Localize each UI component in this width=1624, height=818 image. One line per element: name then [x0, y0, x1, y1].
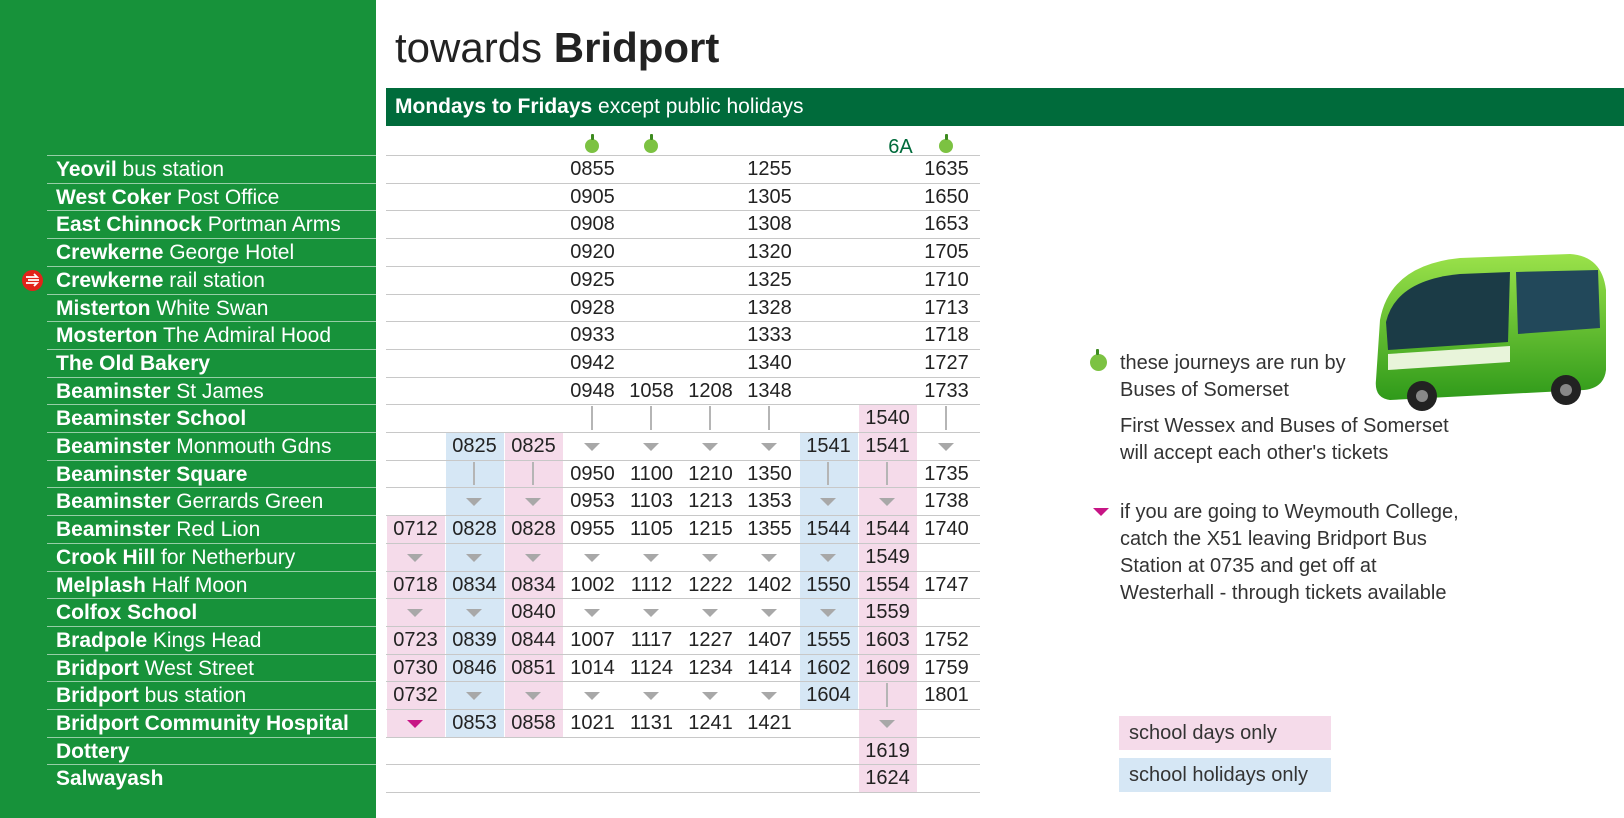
stop-name-bold: Bridport Community Hospital — [56, 712, 349, 735]
continues-arrow-icon — [702, 443, 718, 451]
departure-time: 1705 — [924, 241, 969, 264]
stop-name-bold: Dottery — [56, 739, 130, 763]
departure-time: 0828 — [452, 518, 497, 541]
stop-row — [47, 238, 376, 266]
departure-time: 1208 — [688, 379, 733, 402]
does-not-stop-line — [886, 462, 888, 486]
continues-arrow-icon — [938, 443, 954, 451]
apple-note-line4: will accept each other's tickets — [1120, 442, 1389, 464]
apple-icon — [585, 139, 599, 153]
continues-arrow-icon — [761, 443, 777, 451]
stop-name-bold: Crewkerne — [56, 241, 164, 265]
departure-time: 1718 — [924, 324, 969, 347]
bus-image — [1370, 250, 1610, 415]
row-divider — [386, 294, 980, 295]
does-not-stop-line — [768, 406, 770, 430]
departure-time: 1241 — [688, 712, 733, 734]
departure-time: 0825 — [452, 435, 497, 457]
continues-arrow-icon — [702, 609, 718, 617]
stop-name-detail: West Street — [138, 656, 254, 680]
departure-time: 1117 — [630, 628, 673, 651]
stop-row — [47, 571, 376, 599]
departure-time: 1112 — [630, 573, 673, 596]
departure-time: 0853 — [452, 712, 497, 734]
stop-name-bold: Misterton — [56, 296, 151, 320]
stop-name-bold: Bridport — [56, 656, 139, 680]
continues-arrow-icon — [584, 554, 600, 562]
stop-row — [47, 598, 376, 626]
triangle-note-line4: Westerhall - through tickets available — [1120, 582, 1447, 604]
continues-arrow-icon — [525, 554, 541, 562]
stop-name-detail: bus station — [138, 684, 247, 708]
continues-arrow-icon — [879, 720, 895, 728]
magenta-triangle-icon — [407, 720, 423, 728]
stop-row — [47, 155, 376, 183]
continues-arrow-icon — [761, 692, 777, 700]
continues-arrow-icon — [584, 692, 600, 700]
route-number-6a: 6A — [888, 136, 913, 158]
departure-time: 1002 — [570, 573, 615, 596]
departure-time: 1355 — [747, 518, 792, 541]
departure-time: 1635 — [924, 158, 969, 180]
departure-time: 1554 — [865, 573, 910, 596]
triangle-note-line2: catch the X51 leaving Bridport Bus — [1120, 528, 1427, 550]
stop-row — [47, 709, 376, 737]
stop-row — [47, 210, 376, 238]
departure-time: 1540 — [865, 407, 910, 430]
stop-name-detail: Kings Head — [147, 628, 262, 652]
continues-arrow-icon — [702, 692, 718, 700]
departure-time: 0828 — [511, 518, 556, 541]
departure-time: 0942 — [570, 351, 615, 374]
stop-name-bold: East Chinnock — [56, 213, 202, 237]
departure-time: 1650 — [924, 185, 969, 208]
does-not-stop-line — [473, 462, 475, 486]
departure-time: 1752 — [924, 628, 969, 651]
continues-arrow-icon — [643, 443, 659, 451]
band-days: Mondays to Fridays — [395, 95, 593, 118]
apple-note-line1: these journeys are run by — [1120, 352, 1346, 374]
departure-time: 1653 — [924, 213, 969, 236]
departure-time: 1105 — [629, 518, 673, 541]
departure-time: 1353 — [747, 490, 792, 513]
title-destination: Bridport — [553, 24, 720, 71]
departure-time: 1603 — [865, 628, 910, 651]
departure-time: 1014 — [570, 656, 615, 679]
departure-time: 0933 — [570, 324, 615, 347]
continues-arrow-icon — [820, 498, 836, 506]
stop-name-bold: Beaminster — [56, 518, 171, 542]
departure-time: 0920 — [570, 241, 615, 264]
continues-arrow-icon — [525, 692, 541, 700]
departure-time: 1215 — [688, 518, 733, 541]
stop-name-detail: Post Office — [171, 185, 280, 209]
continues-arrow-icon — [643, 692, 659, 700]
row-divider — [386, 349, 980, 350]
legend-school-holidays-label: school holidays only — [1129, 764, 1308, 786]
stop-row — [47, 404, 376, 432]
stop-row — [47, 515, 376, 543]
departure-time: 1414 — [747, 656, 792, 679]
departure-time: 1402 — [747, 573, 792, 596]
departure-time: 1021 — [570, 712, 615, 734]
stop-name-bold: Crewkerne — [56, 268, 164, 292]
national-rail-icon — [22, 270, 43, 291]
row-divider — [386, 183, 980, 184]
departure-time: 1713 — [924, 296, 969, 319]
stop-row — [47, 349, 376, 377]
stop-name-detail: Half Moon — [145, 573, 248, 597]
departure-time: 1759 — [924, 656, 969, 679]
departure-time: 0928 — [570, 296, 615, 319]
legend-school-holidays — [1119, 758, 1331, 792]
departure-time: 1740 — [924, 518, 969, 541]
row-divider — [386, 238, 980, 239]
departure-time: 1227 — [688, 628, 733, 651]
continues-arrow-icon — [820, 609, 836, 617]
continues-arrow-icon — [584, 443, 600, 451]
stop-name-bold: Mosterton — [56, 324, 158, 348]
departure-time: 1602 — [806, 656, 851, 679]
departure-time: 1541 — [806, 435, 851, 457]
does-not-stop-line — [827, 462, 829, 486]
departure-time: 0839 — [452, 628, 497, 651]
departure-time: 1550 — [806, 573, 851, 596]
departure-time: 0851 — [511, 656, 556, 679]
departure-time: 0925 — [570, 268, 615, 291]
departure-time: 1305 — [747, 185, 792, 208]
departure-time: 1624 — [865, 767, 910, 790]
stop-row — [47, 321, 376, 349]
departure-time: 1100 — [629, 462, 673, 485]
continues-arrow-icon — [466, 609, 482, 617]
departure-time: 1222 — [688, 573, 733, 596]
stop-row — [47, 183, 376, 211]
continues-arrow-icon — [820, 554, 836, 562]
does-not-stop-line — [709, 406, 711, 430]
departure-time: 1234 — [688, 656, 733, 679]
departure-time: 1801 — [924, 684, 969, 707]
departure-time: 1604 — [806, 684, 851, 707]
departure-time: 1407 — [747, 628, 792, 651]
continues-arrow-icon — [407, 554, 423, 562]
continues-arrow-icon — [761, 554, 777, 562]
stop-name-detail: bus station — [116, 158, 225, 181]
departure-time: 1735 — [924, 462, 969, 485]
stop-name-bold: Bridport — [56, 684, 139, 708]
departure-time: 1541 — [865, 435, 910, 457]
stop-row — [47, 266, 376, 294]
stop-name-bold: Beaminster — [56, 379, 171, 403]
continues-arrow-icon — [761, 609, 777, 617]
departure-time: 1544 — [806, 518, 851, 541]
stop-name-detail: for Netherbury — [155, 545, 296, 569]
day-band — [386, 88, 1624, 126]
departure-time: 1350 — [747, 462, 792, 485]
stop-row — [47, 432, 376, 460]
does-not-stop-line — [886, 683, 888, 707]
continues-arrow-icon — [879, 498, 895, 506]
does-not-stop-line — [591, 406, 593, 430]
triangle-note-line1: if you are going to Weymouth College, — [1120, 501, 1459, 523]
stop-name-bold: Salwayash — [56, 767, 164, 791]
stop-row — [47, 764, 376, 792]
departure-time: 0855 — [570, 158, 615, 180]
departure-time: 1131 — [629, 712, 673, 734]
stop-name-bold: Melplash — [56, 573, 146, 597]
apple-icon — [644, 139, 658, 153]
departure-time: 0858 — [511, 712, 556, 734]
departure-time: 1210 — [688, 462, 733, 485]
departure-time: 1320 — [747, 241, 792, 264]
departure-time: 1333 — [747, 324, 792, 347]
stop-name-detail: rail station — [163, 268, 265, 292]
departure-time: 1727 — [924, 351, 969, 374]
departure-time: 1058 — [629, 379, 674, 402]
departure-time: 1544 — [865, 518, 910, 541]
stop-name-bold: Bradpole — [56, 628, 148, 652]
continues-arrow-icon — [525, 498, 541, 506]
magenta-triangle-icon — [1093, 508, 1109, 516]
departure-time: 0723 — [393, 628, 438, 651]
title-prefix: towards — [395, 24, 543, 71]
departure-time: 0732 — [393, 684, 438, 707]
continues-arrow-icon — [584, 609, 600, 617]
stop-name-bold: The Old Bakery — [56, 351, 211, 375]
stop-name-bold: Beaminster — [56, 490, 171, 514]
page-title — [395, 22, 719, 74]
departure-time: 1325 — [747, 268, 792, 291]
departure-time: 1421 — [747, 712, 792, 734]
stop-name-bold: Beaminster Square — [56, 462, 248, 486]
stop-name-detail: St James — [170, 379, 264, 403]
departure-time: 1710 — [924, 268, 969, 291]
stop-name-detail: Red Lion — [170, 518, 261, 542]
departure-time: 0730 — [393, 656, 438, 679]
stop-row — [47, 460, 376, 488]
continues-arrow-icon — [466, 692, 482, 700]
row-divider — [386, 210, 980, 211]
stop-name-bold: Beaminster — [56, 435, 171, 458]
departure-time: 1340 — [747, 351, 792, 374]
departure-time: 0953 — [570, 490, 615, 513]
stop-name-detail: George Hotel — [163, 241, 295, 265]
stop-row — [47, 543, 376, 571]
departure-time: 0955 — [570, 518, 615, 541]
departure-time: 0908 — [570, 213, 615, 236]
stop-name-bold: Yeovil — [56, 158, 117, 181]
departure-time: 1103 — [629, 490, 673, 513]
departure-time: 1348 — [747, 379, 792, 402]
departure-time: 0825 — [511, 435, 556, 457]
continues-arrow-icon — [702, 554, 718, 562]
apple-icon — [939, 139, 953, 153]
stop-name-bold: Beaminster School — [56, 407, 247, 431]
triangle-note-line3: Station at 0735 and get off at — [1120, 555, 1377, 577]
apple-note-line3: First Wessex and Buses of Somerset — [1120, 415, 1449, 437]
stop-name-bold: Crook Hill — [56, 545, 156, 569]
continues-arrow-icon — [643, 554, 659, 562]
stop-row — [47, 654, 376, 682]
departure-time: 0950 — [570, 462, 615, 485]
departure-time: 1328 — [747, 296, 792, 319]
band-qualifier: except public holidays — [598, 95, 804, 118]
continues-arrow-icon — [466, 498, 482, 506]
continues-arrow-icon — [643, 609, 659, 617]
departure-time: 0834 — [511, 573, 556, 596]
legend-school-days-label: school days only — [1129, 722, 1277, 744]
row-divider — [386, 321, 980, 322]
departure-time: 1733 — [924, 379, 969, 402]
departure-time: 1555 — [806, 628, 851, 651]
departure-time: 1255 — [747, 158, 792, 180]
stop-row — [47, 294, 376, 322]
departure-time: 0840 — [511, 601, 556, 624]
departure-time: 0846 — [452, 656, 497, 679]
departure-time: 1124 — [629, 656, 673, 679]
stop-name-detail: The Admiral Hood — [157, 324, 332, 348]
stop-name-bold: West Coker — [56, 185, 172, 209]
apple-icon — [1090, 354, 1107, 371]
row-divider — [386, 266, 980, 267]
departure-time: 0948 — [570, 379, 615, 402]
stop-row — [47, 681, 376, 709]
stop-row — [47, 626, 376, 654]
departure-time: 0905 — [570, 185, 615, 208]
stop-row — [47, 737, 376, 765]
departure-time: 1213 — [688, 490, 733, 513]
departure-time: 1619 — [865, 739, 910, 762]
departure-time: 1007 — [570, 628, 615, 651]
stop-name-detail: Gerrards Green — [170, 490, 324, 514]
stop-name-detail: Portman Arms — [201, 213, 341, 237]
departure-time: 0712 — [393, 518, 438, 541]
continues-arrow-icon — [407, 609, 423, 617]
departure-time: 1559 — [865, 601, 910, 624]
continues-arrow-icon — [466, 554, 482, 562]
departure-time: 1747 — [924, 573, 969, 596]
stop-name-bold: Colfox School — [56, 601, 198, 625]
departure-time: 1738 — [924, 490, 969, 513]
stop-name-detail: Monmouth Gdns — [170, 435, 332, 458]
apple-note-line2: Buses of Somerset — [1120, 379, 1289, 401]
departure-time: 0718 — [393, 573, 438, 596]
departure-time: 0834 — [452, 573, 497, 596]
does-not-stop-line — [650, 406, 652, 430]
stop-name-detail: White Swan — [150, 296, 269, 320]
departure-time: 1549 — [865, 545, 910, 568]
departure-time: 0844 — [511, 628, 556, 651]
legend-school-days — [1119, 716, 1331, 750]
does-not-stop-line — [945, 406, 947, 430]
stop-row — [47, 377, 376, 405]
departure-time: 1609 — [865, 656, 910, 679]
does-not-stop-line — [532, 462, 534, 486]
stop-row — [47, 487, 376, 515]
departure-time: 1308 — [747, 213, 792, 236]
